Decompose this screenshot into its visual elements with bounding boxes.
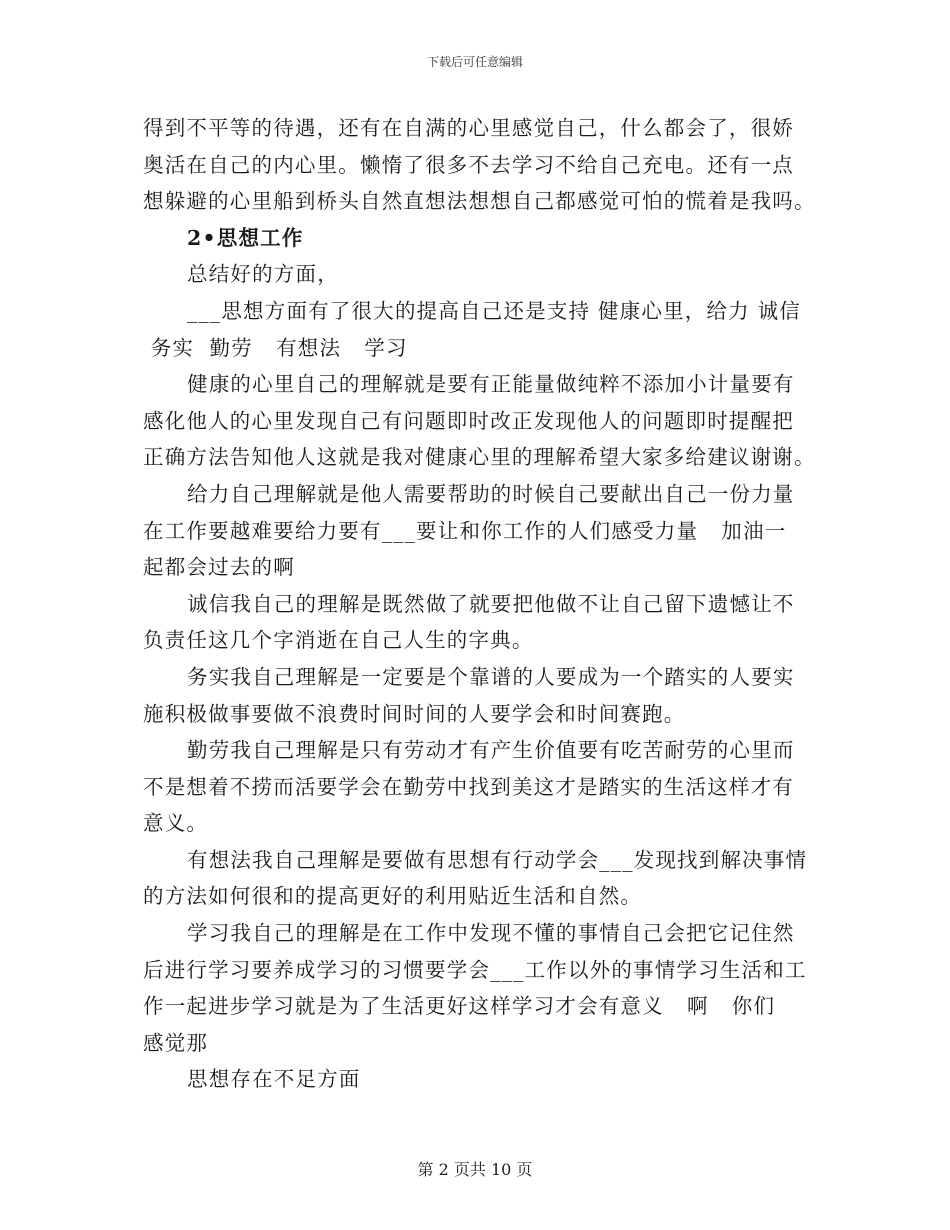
body-line: 得到不平等的待遇，还有在自满的心里感觉自己，什么都会了，很娇: [143, 116, 794, 140]
body-line: 给力自己理解就是他人需要帮助的时候自己要献出自己一份力量: [187, 481, 795, 506]
body-line: 施积极做事要做不浪费时间时间的人要学会和时间赛跑。: [143, 701, 686, 726]
body-line: 勤劳我自己理解是只有劳动才有产生价值要有吃苦耐劳的心里而: [187, 738, 795, 763]
page-footer: 第 2 页共 10 页: [417, 1160, 533, 1179]
body-line: 不是想着不捞而活要学会在勤劳中找到美这才是踏实的生活这样才有: [143, 774, 794, 799]
body-line: 想躲避的心里船到桥头自然直想法想想自己都感觉可怕的慌着是我吗。: [143, 189, 816, 214]
body-line: 意义。: [143, 811, 209, 836]
body-line: 的方法如何很和的提高更好的利用贴近生活和自然。: [143, 884, 643, 909]
body-line: 有想法我自己理解是要做有思想有行动学会___发现找到解决事情: [187, 847, 808, 872]
body-line: 正确方法告知他人这就是我对健康心里的理解希望大家多给建议谢谢。: [143, 445, 816, 470]
body-line: 感觉那: [143, 1030, 209, 1055]
page-header: 下载后可任意编辑: [426, 55, 523, 69]
body-line: 后进行学习要养成学习的习惯要学会___工作以外的事情学习生活和工: [143, 957, 807, 982]
body-line: 务实 勤劳 有想法 学习: [143, 335, 408, 360]
body-line: 感化他人的心里发现自己有问题即时改正发现他人的问题即时提醒把: [143, 408, 794, 433]
document-body: [143, 110, 816, 1098]
body-line: 务实我自己理解是一定要是个靠谱的人要成为一个踏实的人要实: [187, 664, 795, 689]
body-line: ___思想方面有了很大的提高自己还是支持 健康心里，给力 诚信: [187, 298, 801, 323]
body-line: 诚信我自己的理解是既然做了就要把他做不让自己留下遗憾让不: [187, 591, 795, 616]
body-line: 起都会过去的啊: [143, 555, 295, 580]
body-line: 总结好的方面，: [187, 262, 339, 287]
body-line: 奥活在自己的内心里。懒惰了很多不去学习不给自己充电。还有一点: [143, 152, 794, 177]
body-line: 作一起进步学习就是为了生活更好这样学习才会有意义 啊 你们: [143, 994, 776, 1019]
body-line: 思想存在不足方面: [187, 1067, 361, 1092]
section-heading: 2•思想工作: [187, 225, 304, 250]
body-line: 健康的心里自己的理解就是要有正能量做纯粹不添加小计量要有: [187, 372, 795, 397]
body-line: 负责任这几个字消逝在自己人生的字典。: [143, 628, 534, 653]
body-line: 学习我自己的理解是在工作中发现不懂的事情自己会把它记住然: [187, 921, 795, 946]
body-line: 在工作要越难要给力要有___要让和你工作的人们感受力量 加油一: [143, 518, 787, 543]
